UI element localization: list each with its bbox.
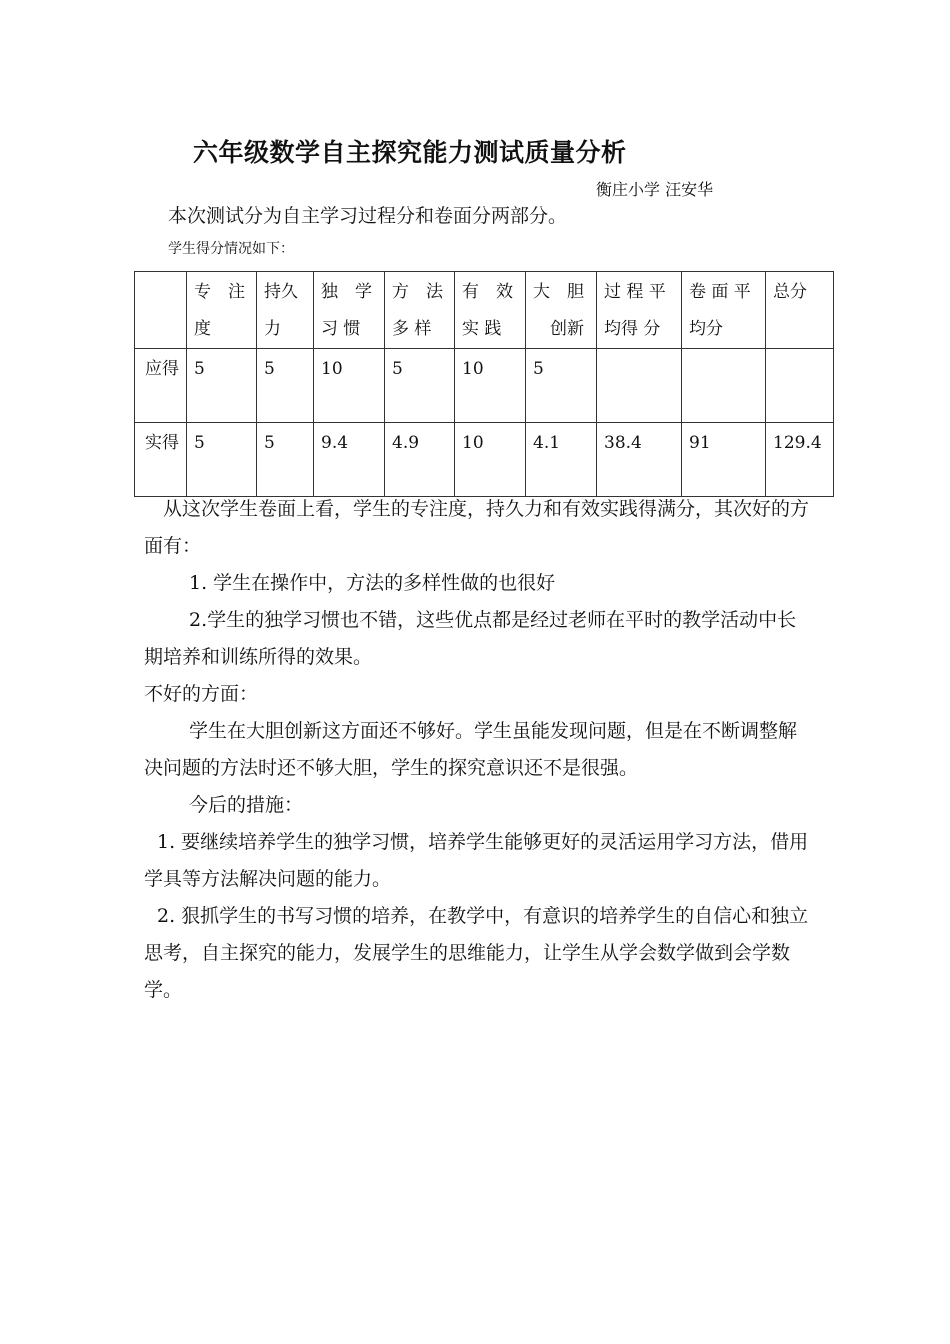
table-cell: 129.4 <box>766 423 834 497</box>
table-cell <box>597 349 682 423</box>
table-row <box>135 423 834 497</box>
header-cell <box>135 272 187 349</box>
intro-text: 本次测试分为自主学习过程分和卷面分两部分。 <box>168 205 568 227</box>
table-cell: 5 <box>257 349 314 423</box>
author-line: 衡庄小学 汪安华 <box>596 180 714 199</box>
section-heading: 不好的方面： <box>144 683 259 705</box>
header-cell: 过 程 平 均得 分 <box>597 272 682 349</box>
table-cell: 10 <box>455 349 526 423</box>
table-header-row <box>135 272 834 349</box>
section-heading: 今后的措施： <box>189 794 304 816</box>
header-cell: 卷 面 平 均分 <box>682 272 766 349</box>
score-table <box>134 271 834 497</box>
header-cell: 大 胆 创新 <box>526 272 597 349</box>
row-label: 应得 <box>135 349 187 423</box>
table-cell: 4.1 <box>526 423 597 497</box>
table-row <box>135 349 834 423</box>
header-cell: 有 效 实 践 <box>455 272 526 349</box>
table-cell: 5 <box>187 349 257 423</box>
table-cell: 10 <box>455 423 526 497</box>
header-cell: 专 注 度 <box>187 272 257 349</box>
paragraph: 1. 要继续培养学生的独学习惯，培养学生能够更好的灵活运用学习方法，借用学具等方法解决问题的能力。 <box>144 831 809 890</box>
table-cell <box>682 349 766 423</box>
paragraph: 2.学生的独学习惯也不错，这些优点都是经过老师在平时的教学活动中长期培养和训练所得的效果。 <box>144 609 797 668</box>
header-cell: 总分 <box>766 272 834 349</box>
paragraph: 2. 狠抓学生的书写习惯的培养，在教学中，有意识的培养学生的自信心和独立思考，自主探究的能力，发展学生的思维能力，让学生从学会数学做到会学数学。 <box>144 905 809 1001</box>
table-cell: 5 <box>187 423 257 497</box>
table-cell <box>766 349 834 423</box>
paragraph: 1. 学生在操作中，方法的多样性做的也很好 <box>189 572 556 594</box>
table-cell: 5 <box>257 423 314 497</box>
table-cell: 9.4 <box>314 423 385 497</box>
document-title: 六年级数学自主探究能力测试质量分析 <box>193 138 627 167</box>
paragraph: 学生在大胆创新这方面还不够好。学生虽能发现问题，但是在不断调整解决问题的方法时还不够大胆，学生的探究意识还不是很强。 <box>144 720 798 779</box>
table-cell: 4.9 <box>385 423 455 497</box>
table-cell: 10 <box>314 349 385 423</box>
score-intro-text: 学生得分情况如下： <box>168 241 294 257</box>
header-cell: 方 法 多 样 <box>385 272 455 349</box>
paragraph: 从这次学生卷面上看，学生的专注度，持久力和有效实践得满分，其次好的方面有： <box>144 498 810 557</box>
table-cell: 91 <box>682 423 766 497</box>
row-label: 实得 <box>135 423 187 497</box>
analysis-body <box>144 491 814 1009</box>
header-cell: 持久 力 <box>257 272 314 349</box>
table-cell: 5 <box>385 349 455 423</box>
table-cell: 5 <box>526 349 597 423</box>
header-cell: 独 学 习 惯 <box>314 272 385 349</box>
table-cell: 38.4 <box>597 423 682 497</box>
